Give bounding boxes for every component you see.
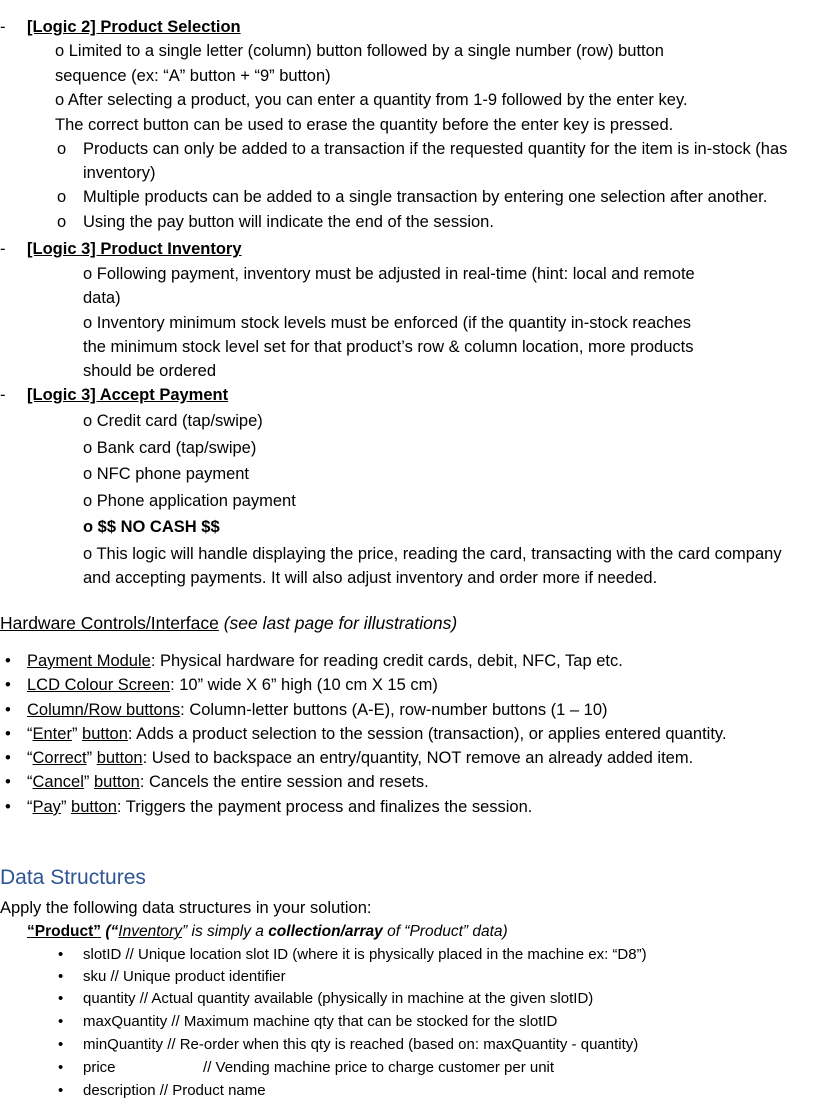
inventory-line: the minimum stock level set for that product’s row & column location, more products [83, 338, 694, 356]
bullet-dot-icon: • [58, 946, 64, 963]
data-structures-title: Data Structures [0, 866, 146, 889]
bullet-dot-icon: • [58, 968, 64, 985]
hardware-title: Hardware Controls/Interface [0, 613, 219, 633]
logic2-bullet: Products can only be added to a transaction if the requested quantity for the item is in-stock (has [83, 140, 788, 158]
product-field: slotID // Unique location slot ID (where it is physically placed in the machine ex: “D8”) [83, 946, 647, 963]
data-structures-intro: Apply the following data structures in your solution: [0, 899, 372, 917]
circle-bullet-icon: o [57, 188, 67, 206]
hardware-item: Payment Module: Physical hardware for reading credit cards, debit, NFC, Tap etc. [27, 652, 623, 670]
logic3-payment-heading: [Logic 3] Accept Payment [27, 386, 229, 404]
bullet-dot-icon: • [58, 1059, 64, 1076]
product-field: quantity // Actual quantity available (physically in machine at the given slotID) [83, 990, 594, 1007]
payment-line: o Credit card (tap/swipe) [83, 412, 263, 430]
bullet-dot-icon: • [58, 1013, 64, 1030]
logic2-bullet: Using the pay button will indicate the end of the session. [83, 213, 494, 231]
hardware-item: “Pay” button: Triggers the payment process and finalizes the session. [27, 798, 533, 816]
hardware-title-row [0, 611, 457, 635]
inventory-line: should be ordered [83, 362, 217, 380]
bullet-dot-icon: • [58, 990, 64, 1007]
product-field: maxQuantity // Maximum machine qty that can be stocked for the slotID [83, 1013, 558, 1030]
logic2-line: o Limited to a single letter (column) button followed by a single number (row) button [55, 42, 664, 60]
payment-line: o This logic will handle displaying the price, reading the card, transacting with the card company [83, 545, 782, 563]
bullet-dot-icon: • [58, 1036, 64, 1053]
dash-marker: - [0, 240, 6, 258]
payment-line: o Bank card (tap/swipe) [83, 439, 257, 457]
payment-no-cash: o $$ NO CASH $$ [83, 518, 220, 536]
bullet-dot-icon: • [5, 773, 11, 791]
hardware-item: LCD Colour Screen: 10” wide X 6” high (10 cm X 15 cm) [27, 676, 438, 694]
bullet-dot-icon: • [5, 798, 11, 816]
inventory-line: o Following payment, inventory must be adjusted in real-time (hint: local and remote [83, 265, 695, 283]
logic2-heading: [Logic 2] Product Selection [27, 18, 241, 36]
bullet-dot-icon: • [5, 652, 11, 670]
hardware-item: “Correct” button: Used to backspace an entry/quantity, NOT remove an already added item. [27, 749, 694, 767]
circle-bullet-icon: o [57, 213, 67, 231]
hardware-item: Column/Row buttons: Column-letter buttons (A-E), row-number buttons (1 – 10) [27, 701, 608, 719]
bullet-dot-icon: • [5, 701, 11, 719]
inventory-line: o Inventory minimum stock levels must be enforced (if the quantity in-stock reaches [83, 314, 692, 332]
product-field: description // Product name [83, 1082, 266, 1099]
logic2-line: o After selecting a product, you can enter a quantity from 1-9 followed by the enter key. [55, 91, 688, 109]
product-label-row: “Product” (“Inventory” is simply a collection/array of “Product” data) [27, 923, 508, 940]
logic2-line: sequence (ex: “A” button + “9” button) [55, 67, 331, 85]
payment-line: and accepting payments. It will also adjust inventory and order more if needed. [83, 569, 658, 587]
product-field: price // Vending machine price to charge customer per unit [83, 1059, 555, 1076]
logic3-inventory-heading: [Logic 3] Product Inventory [27, 240, 242, 258]
hardware-note: (see last page for illustrations) [223, 613, 458, 633]
bullet-dot-icon: • [5, 676, 11, 694]
bullet-dot-icon: • [5, 725, 11, 743]
inventory-line: data) [83, 289, 121, 307]
product-field: minQuantity // Re-order when this qty is reached (based on: maxQuantity - quantity) [83, 1036, 639, 1053]
logic2-bullet-cont: inventory) [83, 164, 156, 182]
product-field: sku // Unique product identifier [83, 968, 286, 985]
logic2-bullet: Multiple products can be added to a single transaction by entering one selection after another. [83, 188, 768, 206]
payment-line: o Phone application payment [83, 492, 296, 510]
logic2-line: The correct button can be used to erase the quantity before the enter key is pressed. [55, 116, 674, 134]
hardware-item: “Cancel” button: Cancels the entire session and resets. [27, 773, 429, 791]
dash-marker: - [0, 18, 6, 36]
hardware-item: “Enter” button: Adds a product selection to the session (transaction), or applies entered quantity. [27, 725, 727, 743]
dash-marker: - [0, 386, 6, 404]
bullet-dot-icon: • [58, 1082, 64, 1099]
payment-line: o NFC phone payment [83, 465, 250, 483]
circle-bullet-icon: o [57, 140, 67, 158]
bullet-dot-icon: • [5, 749, 11, 767]
